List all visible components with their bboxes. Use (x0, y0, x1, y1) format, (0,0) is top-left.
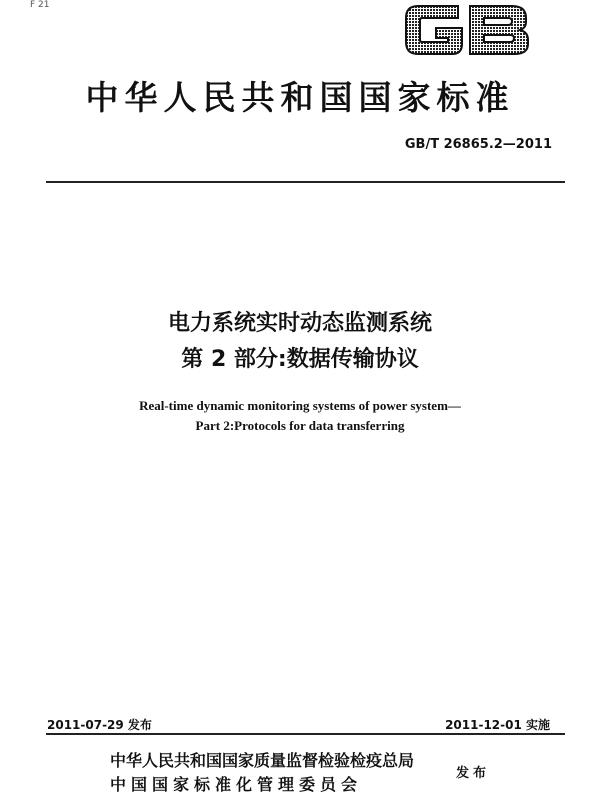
document-title-zh-line1: 电力系统实时动态监测系统 (167, 311, 432, 336)
issuer-suffix: 发布 (456, 766, 491, 781)
document-title-en-line2: Part 2:Protocols for data transferring (195, 418, 405, 433)
document-title-zh-line2: 第 2 部分:数据传输协议 (181, 347, 419, 372)
corner-mark: F 21 (30, 0, 50, 10)
document-title-en-line1: Real-time dynamic monitoring systems of power system— (139, 398, 461, 413)
bottom-divider (46, 733, 565, 735)
issuer-line1: 中华人民共和国国家质量监督检验检疫总局 (110, 751, 415, 770)
implementation-date: 2011-12-01 实施 (445, 718, 550, 732)
gb-logo (400, 0, 532, 58)
national-standard-title: 中华人民共和国国家标准 (85, 78, 515, 117)
top-divider (46, 181, 565, 183)
issuer-line2: 中国国家标准化管理委员会 (110, 775, 363, 794)
standard-number: GB/T 26865.2—2011 (404, 137, 552, 152)
issue-date: 2011-07-29 发布 (47, 718, 152, 732)
